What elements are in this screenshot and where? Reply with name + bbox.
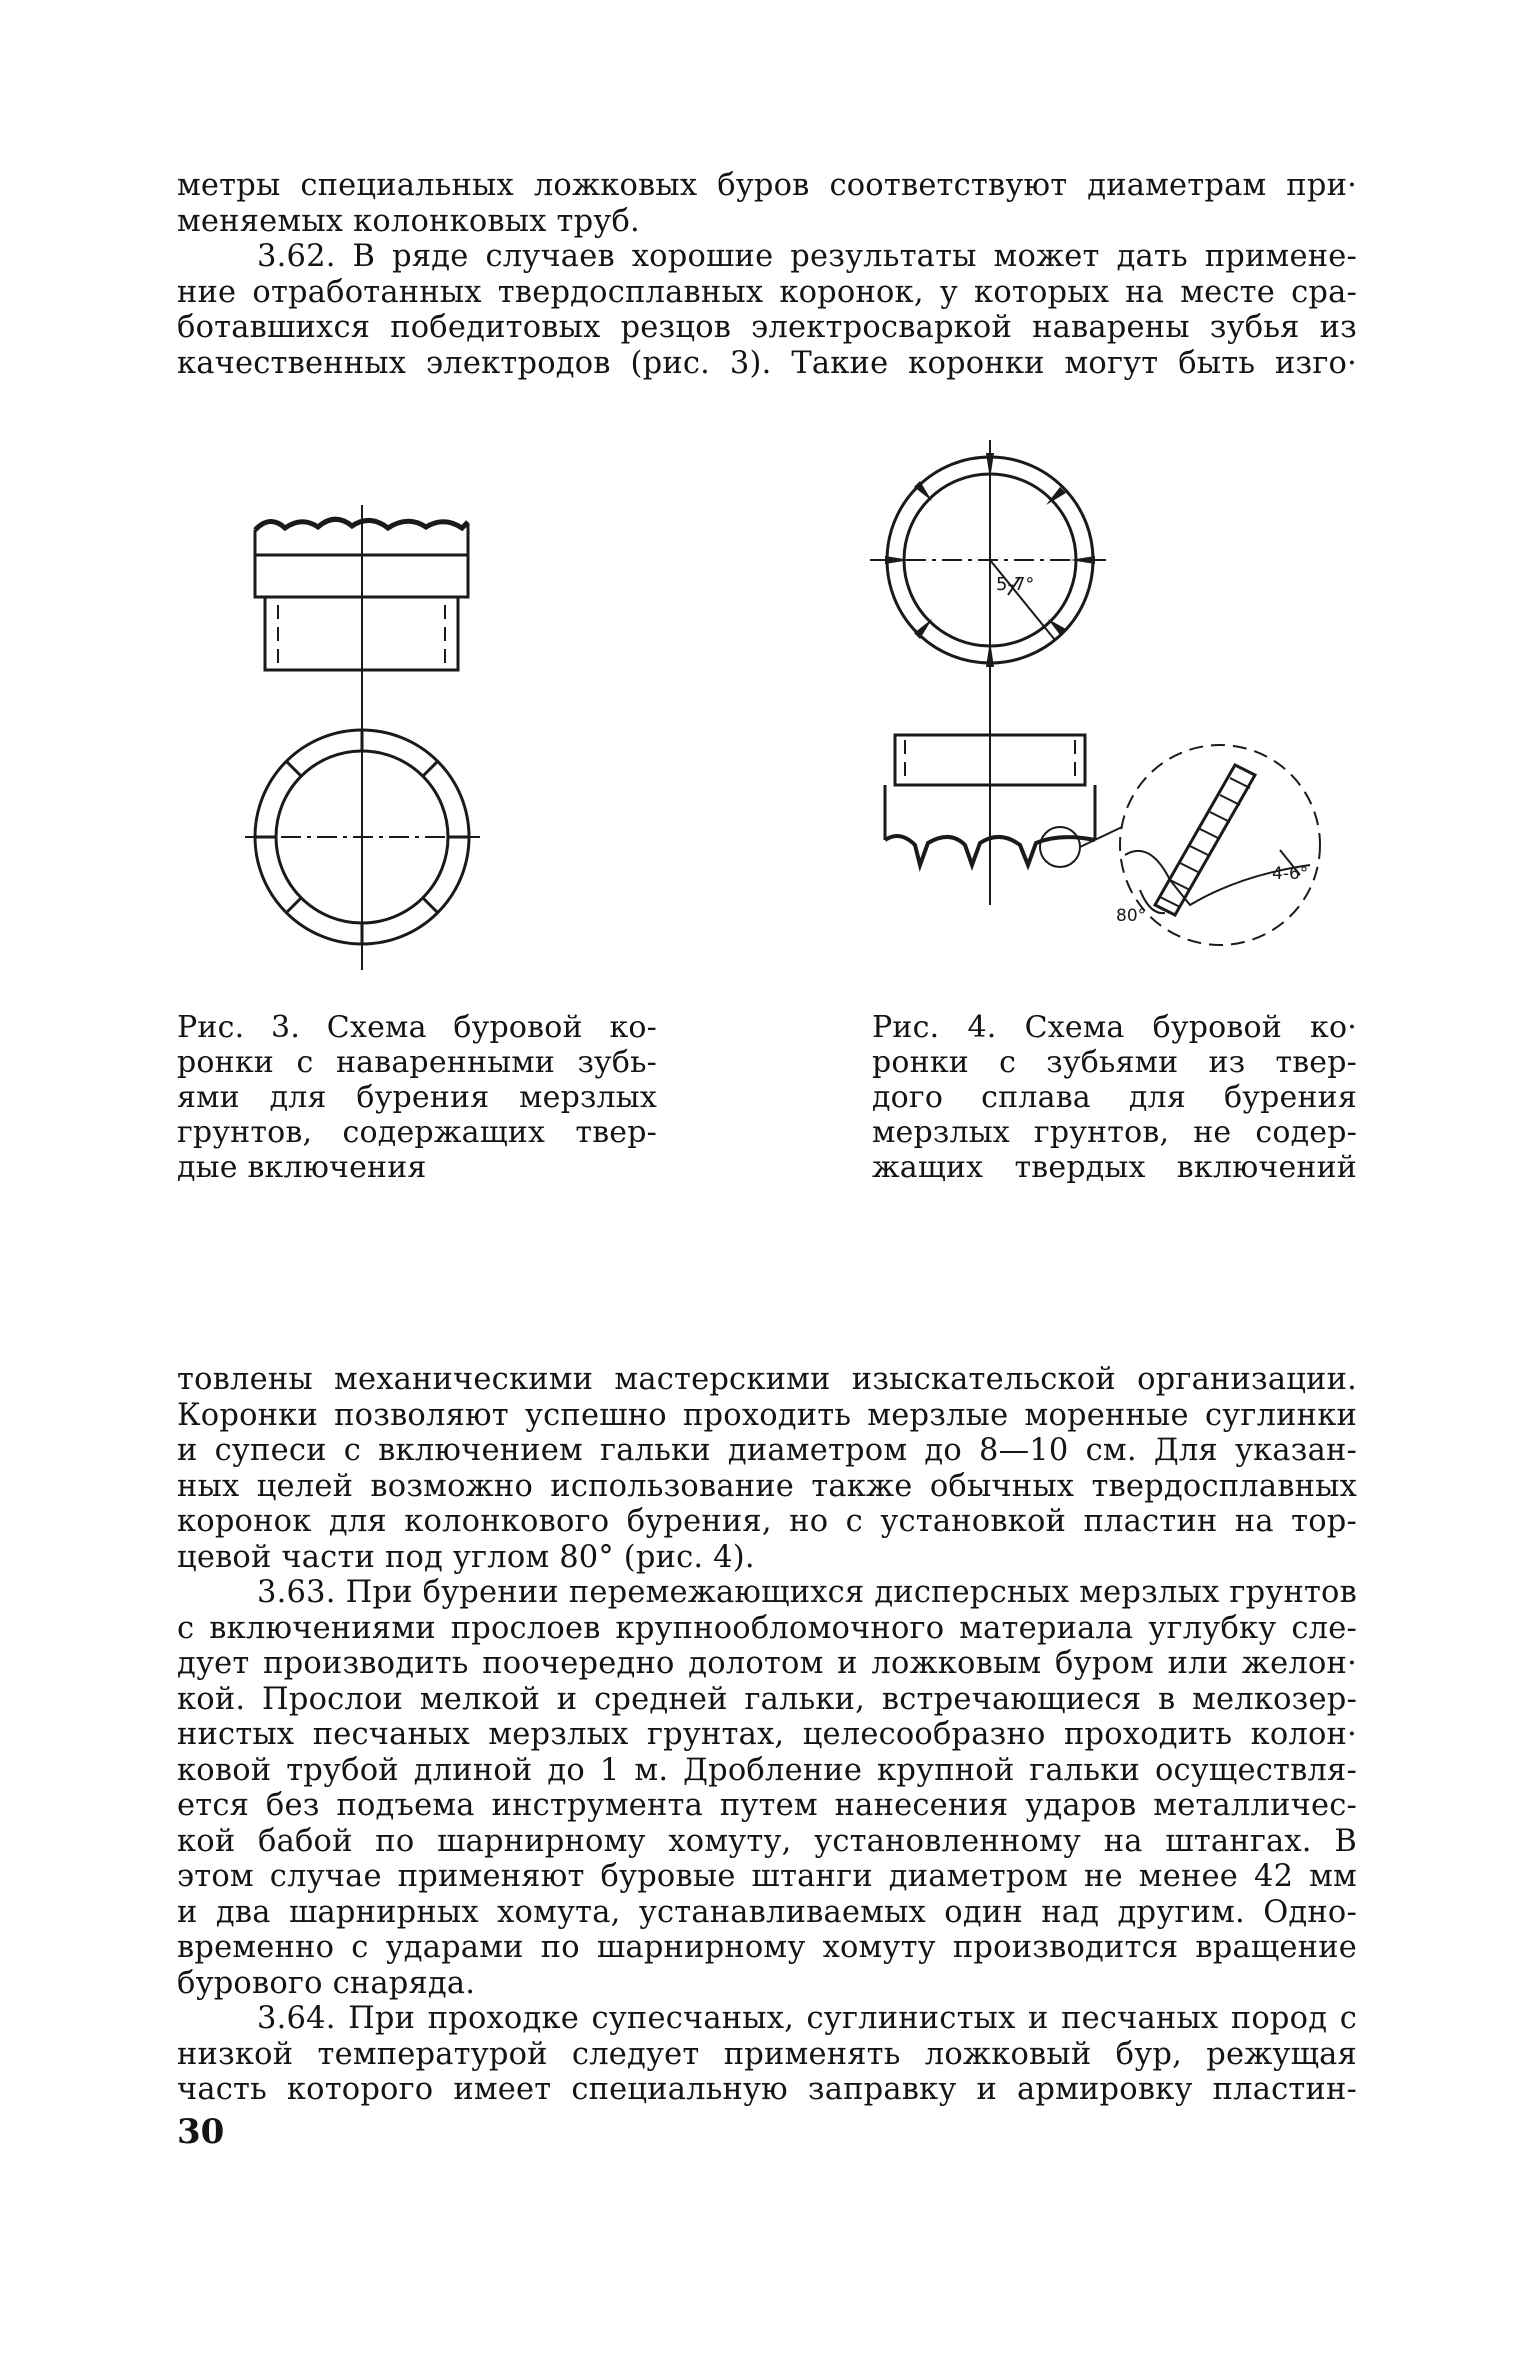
text-line: низкой температурой следует применять ложковый бур, режущая (177, 2036, 1357, 2072)
text-line: с включениями прослоев крупнообломочного материала углубку сле- (177, 1610, 1357, 1646)
text-line: 3.63. При бурении перемежающихся дисперсных мерзлых грунтов (257, 1575, 1357, 1610)
text-line: ние отработанных твердосплавных коронок, у которых на месте сра- (177, 274, 1357, 310)
text-line: Коронки позволяют успешно проходить мерзлые моренные суглинки (177, 1397, 1357, 1433)
figure-3-caption (177, 1010, 657, 1185)
text-line: цевой части под углом 80° (рис. 4). (177, 1539, 755, 1575)
text-line: временно с ударами по шарнирному хомуту производится вращение (177, 1930, 1357, 1965)
text-line: и супеси с включением гальки диаметром до 8—10 см. Для указан- (177, 1433, 1357, 1468)
caption-line: дого сплава для бурения (872, 1080, 1357, 1115)
text-line: кой бабой по шарнирному хомуту, установленному на штангах. В (177, 1823, 1357, 1859)
text-line: меняемых колонковых труб. (177, 203, 640, 239)
text-line: этом случае применяют буровые штанги диаметром не менее 42 мм (177, 1859, 1357, 1894)
angle-label-5-7: 5-7° (996, 574, 1035, 595)
figure-4-caption (872, 1010, 1357, 1185)
text-line: нистых песчаных мерзлых грунтах, целесообразно проходить колон· (177, 1717, 1357, 1752)
caption-line: Рис. 3. Схема буровой ко- (177, 1010, 657, 1045)
page-number: 30 (177, 2112, 225, 2152)
angle-label-80: 80° (1116, 906, 1147, 926)
angle-label-4-6: 4-6° (1272, 864, 1309, 884)
text-line: дует производить поочередно долотом и ложковым буром или желон· (177, 1646, 1357, 1681)
caption-line: ями для бурения мерзлых (177, 1080, 657, 1115)
caption-line: жащих твердых включений (872, 1150, 1357, 1185)
text-line: ковой трубой длиной до 1 м. Дробление крупной гальки осуществля- (177, 1752, 1357, 1788)
caption-line: грунтов, содержащих твер- (177, 1115, 657, 1150)
text-line: часть которого имеет специальную заправку и армировку пластин- (177, 2072, 1357, 2107)
text-line: бурового снаряда. (177, 1965, 476, 2001)
paragraph-main (177, 1362, 1357, 2108)
text-line: качественных электродов (рис. 3). Такие коронки могут быть изго· (177, 345, 1357, 381)
caption-line: дые включения (177, 1150, 427, 1185)
caption-line: Рис. 4. Схема буровой ко· (872, 1010, 1357, 1045)
text-line: ется без подъема инструмента путем нанесения ударов металличес- (177, 1788, 1357, 1823)
text-line: и два шарнирных хомута, устанавливаемых один над другим. Одно- (177, 1894, 1357, 1930)
text-line: 3.62. В ряде случаев хорошие результаты может дать примене- (257, 239, 1357, 274)
paragraph-top (177, 168, 1357, 381)
text-line: товлены механическими мастерскими изыскательской организации. (177, 1362, 1357, 1397)
text-line: ных целей возможно использование также обычных твердосплавных (177, 1468, 1357, 1504)
text-line: метры специальных ложковых буров соответствуют диаметрам при· (177, 168, 1357, 203)
figure-3-drill-crown-diagram (240, 500, 490, 980)
text-line: 3.64. При проходке супесчаных, суглинистых и песчаных пород с (257, 2001, 1357, 2036)
caption-line: мерзлых грунтов, не содер- (872, 1115, 1357, 1150)
text-line: кой. Прослои мелкой и средней гальки, встречающиеся в мелкозер- (177, 1681, 1357, 1717)
figure-4-drill-crown-diagram (860, 435, 1330, 975)
caption-line: ронки с наваренными зубь- (177, 1045, 657, 1080)
text-line: коронок для колонкового бурения, но с установкой пластин на тор- (177, 1504, 1357, 1539)
caption-line: ронки с зубьями из твер- (872, 1045, 1357, 1080)
text-line: ботавшихся победитовых резцов электросваркой наварены зубья из (177, 310, 1357, 345)
